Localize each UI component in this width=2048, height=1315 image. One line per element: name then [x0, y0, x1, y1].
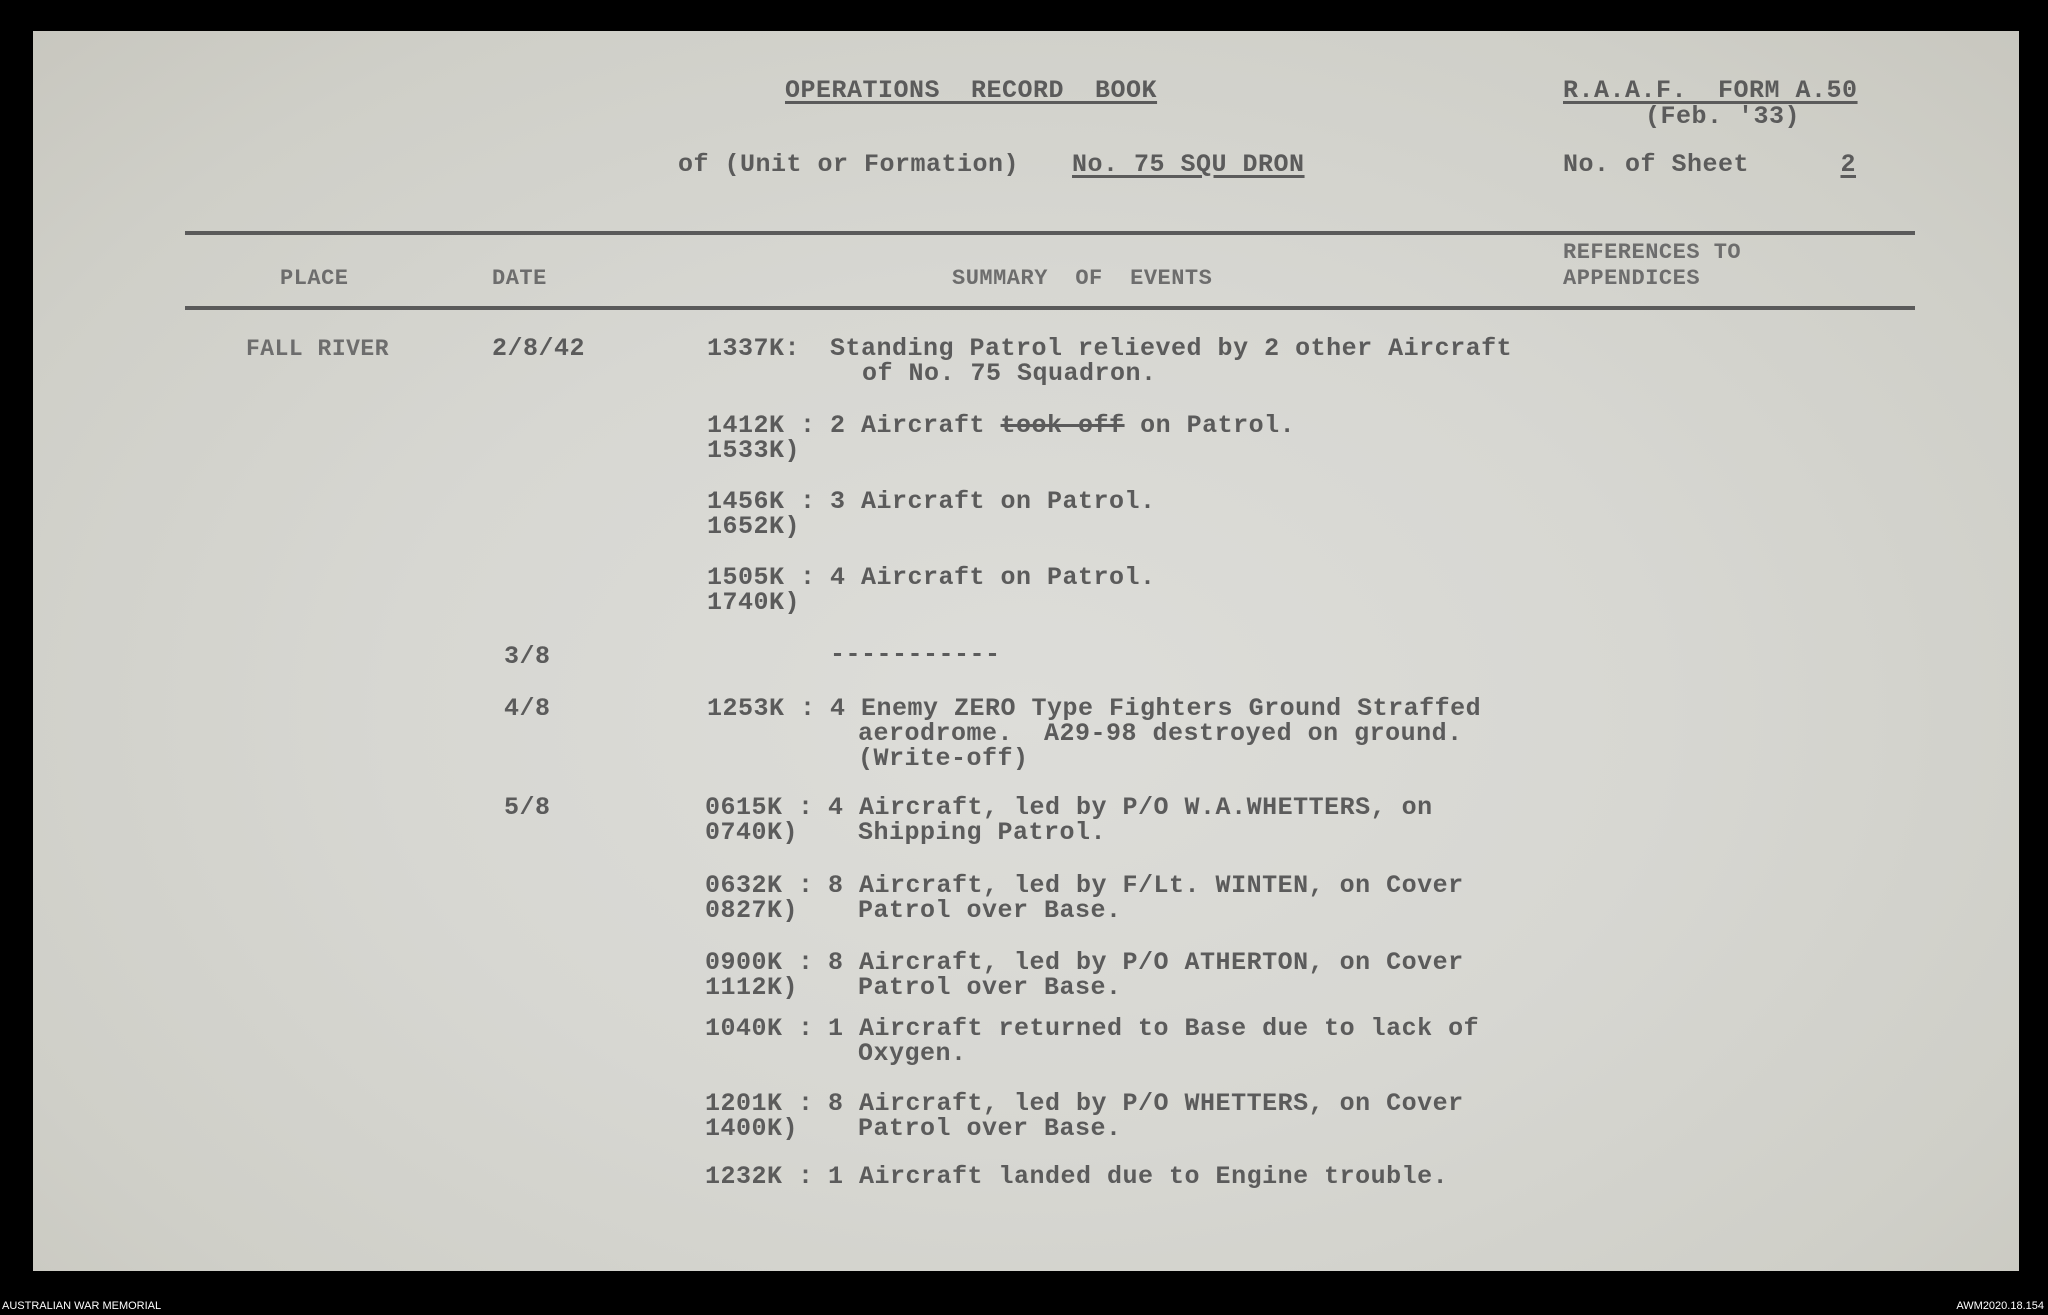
date-cell: 3/8 — [504, 642, 551, 671]
event-text: 1 Aircraft landed due to Engine trouble. — [828, 1162, 1449, 1191]
form-number: R.A.A.F. FORM A.50 — [1563, 76, 1858, 105]
event-text: aerodrome. A29-98 destroyed on ground. — [858, 719, 1463, 748]
event-time: 1456K : — [707, 487, 816, 516]
column-header-references: REFERENCES TO — [1563, 240, 1742, 265]
column-header-date: DATE — [492, 266, 547, 291]
event-text: of No. 75 Squadron. — [862, 359, 1157, 388]
event-time: 1201K : — [705, 1089, 814, 1118]
event-time: 1232K : — [705, 1162, 814, 1191]
column-header-place: PLACE — [280, 266, 349, 291]
event-time-end: 0740K) — [705, 818, 799, 847]
table-top-rule — [185, 231, 1915, 235]
event-text: 8 Aircraft, led by F/Lt. WINTEN, on Cover — [828, 871, 1464, 900]
event-time: 0632K : — [705, 871, 814, 900]
event-time-end: 1740K) — [707, 588, 801, 617]
event-time: 1253K : — [707, 694, 816, 723]
event-text-part: on Patrol. — [1124, 411, 1296, 440]
unit-label: of (Unit or Formation) — [678, 150, 1020, 179]
event-text: (Write-off) — [858, 744, 1029, 773]
column-header-summary: SUMMARY OF EVENTS — [952, 266, 1213, 291]
event-time-end: 1112K) — [705, 973, 799, 1002]
event-text: Patrol over Base. — [858, 1114, 1122, 1143]
event-text: 3 Aircraft on Patrol. — [830, 487, 1156, 516]
event-text: 8 Aircraft, led by P/O WHETTERS, on Cover — [828, 1089, 1464, 1118]
no-events-dashes: ----------- — [830, 640, 1001, 669]
date-cell: 4/8 — [504, 694, 551, 723]
event-text-part: 2 Aircraft — [830, 411, 1001, 440]
form-title: OPERATIONS RECORD BOOK — [785, 76, 1158, 105]
struck-text: took-off — [1000, 411, 1125, 440]
event-time-end: 1400K) — [705, 1114, 799, 1143]
event-time: 1505K : — [707, 563, 816, 592]
sheet-label: No. of Sheet — [1563, 150, 1750, 179]
table-header-rule — [185, 306, 1915, 310]
event-text: 4 Enemy ZERO Type Fighters Ground Straffed — [830, 694, 1482, 723]
event-text: Shipping Patrol. — [858, 818, 1107, 847]
unit-value: No. 75 SQU DRON — [1072, 150, 1305, 179]
event-text: Patrol over Base. — [858, 973, 1122, 1002]
form-revision: (Feb. '33) — [1645, 102, 1801, 131]
event-time-end: 1533K) — [707, 436, 801, 465]
event-time-end: 0827K) — [705, 896, 799, 925]
event-time: 1412K : — [707, 411, 816, 440]
event-time-end: 1652K) — [707, 512, 801, 541]
sheet-number: 2 — [1840, 150, 1856, 179]
event-time: 1337K: — [707, 334, 801, 363]
event-text: 8 Aircraft, led by P/O ATHERTON, on Cover — [828, 948, 1464, 977]
event-time: 1040K : — [705, 1014, 814, 1043]
event-text: Oxygen. — [858, 1039, 967, 1068]
column-header-appendices: APPENDICES — [1563, 266, 1701, 291]
event-text: 4 Aircraft, led by P/O W.A.WHETTERS, on — [828, 793, 1433, 822]
place-cell: FALL RIVER — [246, 336, 390, 362]
event-time: 0900K : — [705, 948, 814, 977]
event-text: Standing Patrol relieved by 2 other Aircraft — [830, 334, 1513, 363]
event-text: 1 Aircraft returned to Base due to lack of — [828, 1014, 1480, 1043]
event-text: Patrol over Base. — [858, 896, 1122, 925]
event-time: 0615K : — [705, 793, 814, 822]
footer-accession-number: AWM2020.18.154 — [1956, 1300, 2044, 1312]
document-page — [33, 31, 2019, 1271]
event-text: 4 Aircraft on Patrol. — [830, 563, 1156, 592]
footer-institution: AUSTRALIAN WAR MEMORIAL — [2, 1300, 162, 1312]
event-text — [830, 411, 1295, 440]
date-cell: 5/8 — [504, 793, 551, 822]
date-cell: 2/8/42 — [492, 334, 586, 363]
